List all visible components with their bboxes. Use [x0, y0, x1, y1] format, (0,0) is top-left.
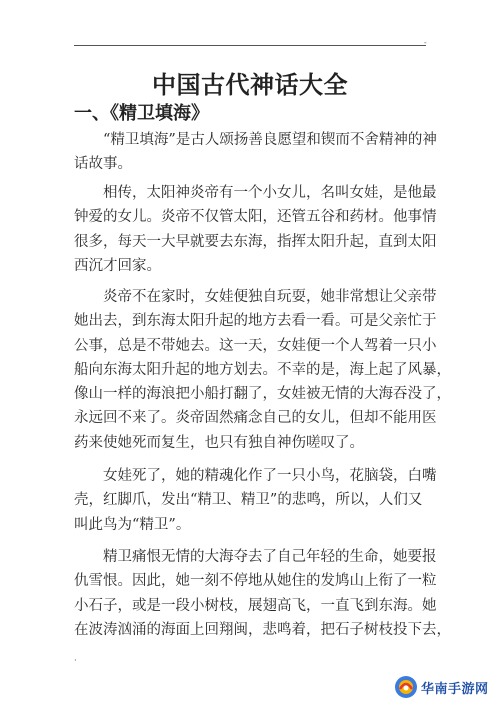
- paragraph-line: 在波涛汹涌的海面上回翔闽，悲鸣着，把石子树枝投下去，: [74, 621, 451, 638]
- header-rule: [74, 45, 426, 46]
- paragraph-line: 很多，每天一大早就要去东海，指挥太阳升起，直到太阳: [74, 233, 437, 250]
- paragraph-intro: [74, 128, 437, 177]
- paragraph-line: 像山一样的海浪把小船打翻了，女娃被无情的大海吞没了，: [74, 386, 451, 403]
- paragraph-line: 炎帝不在家时，女娃便独自玩耍，她非常想让父亲带: [103, 289, 437, 305]
- paragraph-revenge: [74, 545, 451, 642]
- watermark-logo-icon: [394, 675, 418, 699]
- paragraph-line: 精卫痛恨无情的大海夺去了自己年轻的生命，她要报: [103, 549, 437, 565]
- paragraph-line: 药来使她死而复生，也只有独自神伤嗟叹了。: [74, 434, 364, 451]
- paragraph-line: 西沉才回家。: [74, 257, 161, 274]
- page-title: 中国古代神话大全: [152, 70, 348, 99]
- paragraph-line: 船向东海太阳升起的地方划去。不幸的是，海上起了风暴，: [74, 361, 451, 378]
- paragraph-line: 女娃死了，她的精魂化作了一只小鸟，花脑袋，白嘴: [103, 468, 437, 484]
- paragraph-line: 话故事。: [74, 156, 132, 173]
- paragraph-line: 钟爱的女儿。炎帝不仅管太阳，还管五谷和药材。他事情: [74, 209, 437, 226]
- paragraph-line: 壳，红脚爪，发出“精卫、精卫”的悲鸣，所以，人们又: [74, 492, 423, 509]
- paragraph-voyage: [74, 285, 451, 455]
- watermark-text: 华南手游网: [421, 680, 489, 696]
- section-heading: 一、《精卫填海》: [74, 103, 209, 124]
- paragraph-line: 相传，太阳神炎帝有一个小女儿，名叫女娃，是他最: [103, 185, 437, 201]
- header-mark: -: [424, 38, 427, 47]
- paragraph-line: 公事，总是不带她去。这一天，女娃便一个人驾着一只小: [74, 337, 437, 354]
- paragraph-line: “精卫填海”是古人颂扬善良愿望和锲而不舍精神的神: [103, 132, 437, 148]
- site-watermark: [394, 672, 494, 702]
- paragraph-line: 叫此鸟为“精卫”。: [74, 516, 191, 533]
- paragraph-line: 永远回不来了。炎帝固然痛念自己的女儿，但却不能用医: [74, 410, 437, 427]
- paragraph-line: 仇雪恨。因此，她一刻不停地从她住的发鸠山上衔了一粒: [74, 573, 437, 590]
- paragraph-transformation: [74, 464, 437, 537]
- paragraph-line: 小石子，或是一段小树枝，展翅高飞，一直飞到东海。她: [74, 597, 437, 614]
- paragraph-legend: [74, 181, 437, 278]
- paragraph-line: 她出去，到东海太阳升起的地方去看一看。可是父亲忙于: [74, 313, 437, 330]
- footer-mark: ·: [74, 656, 77, 666]
